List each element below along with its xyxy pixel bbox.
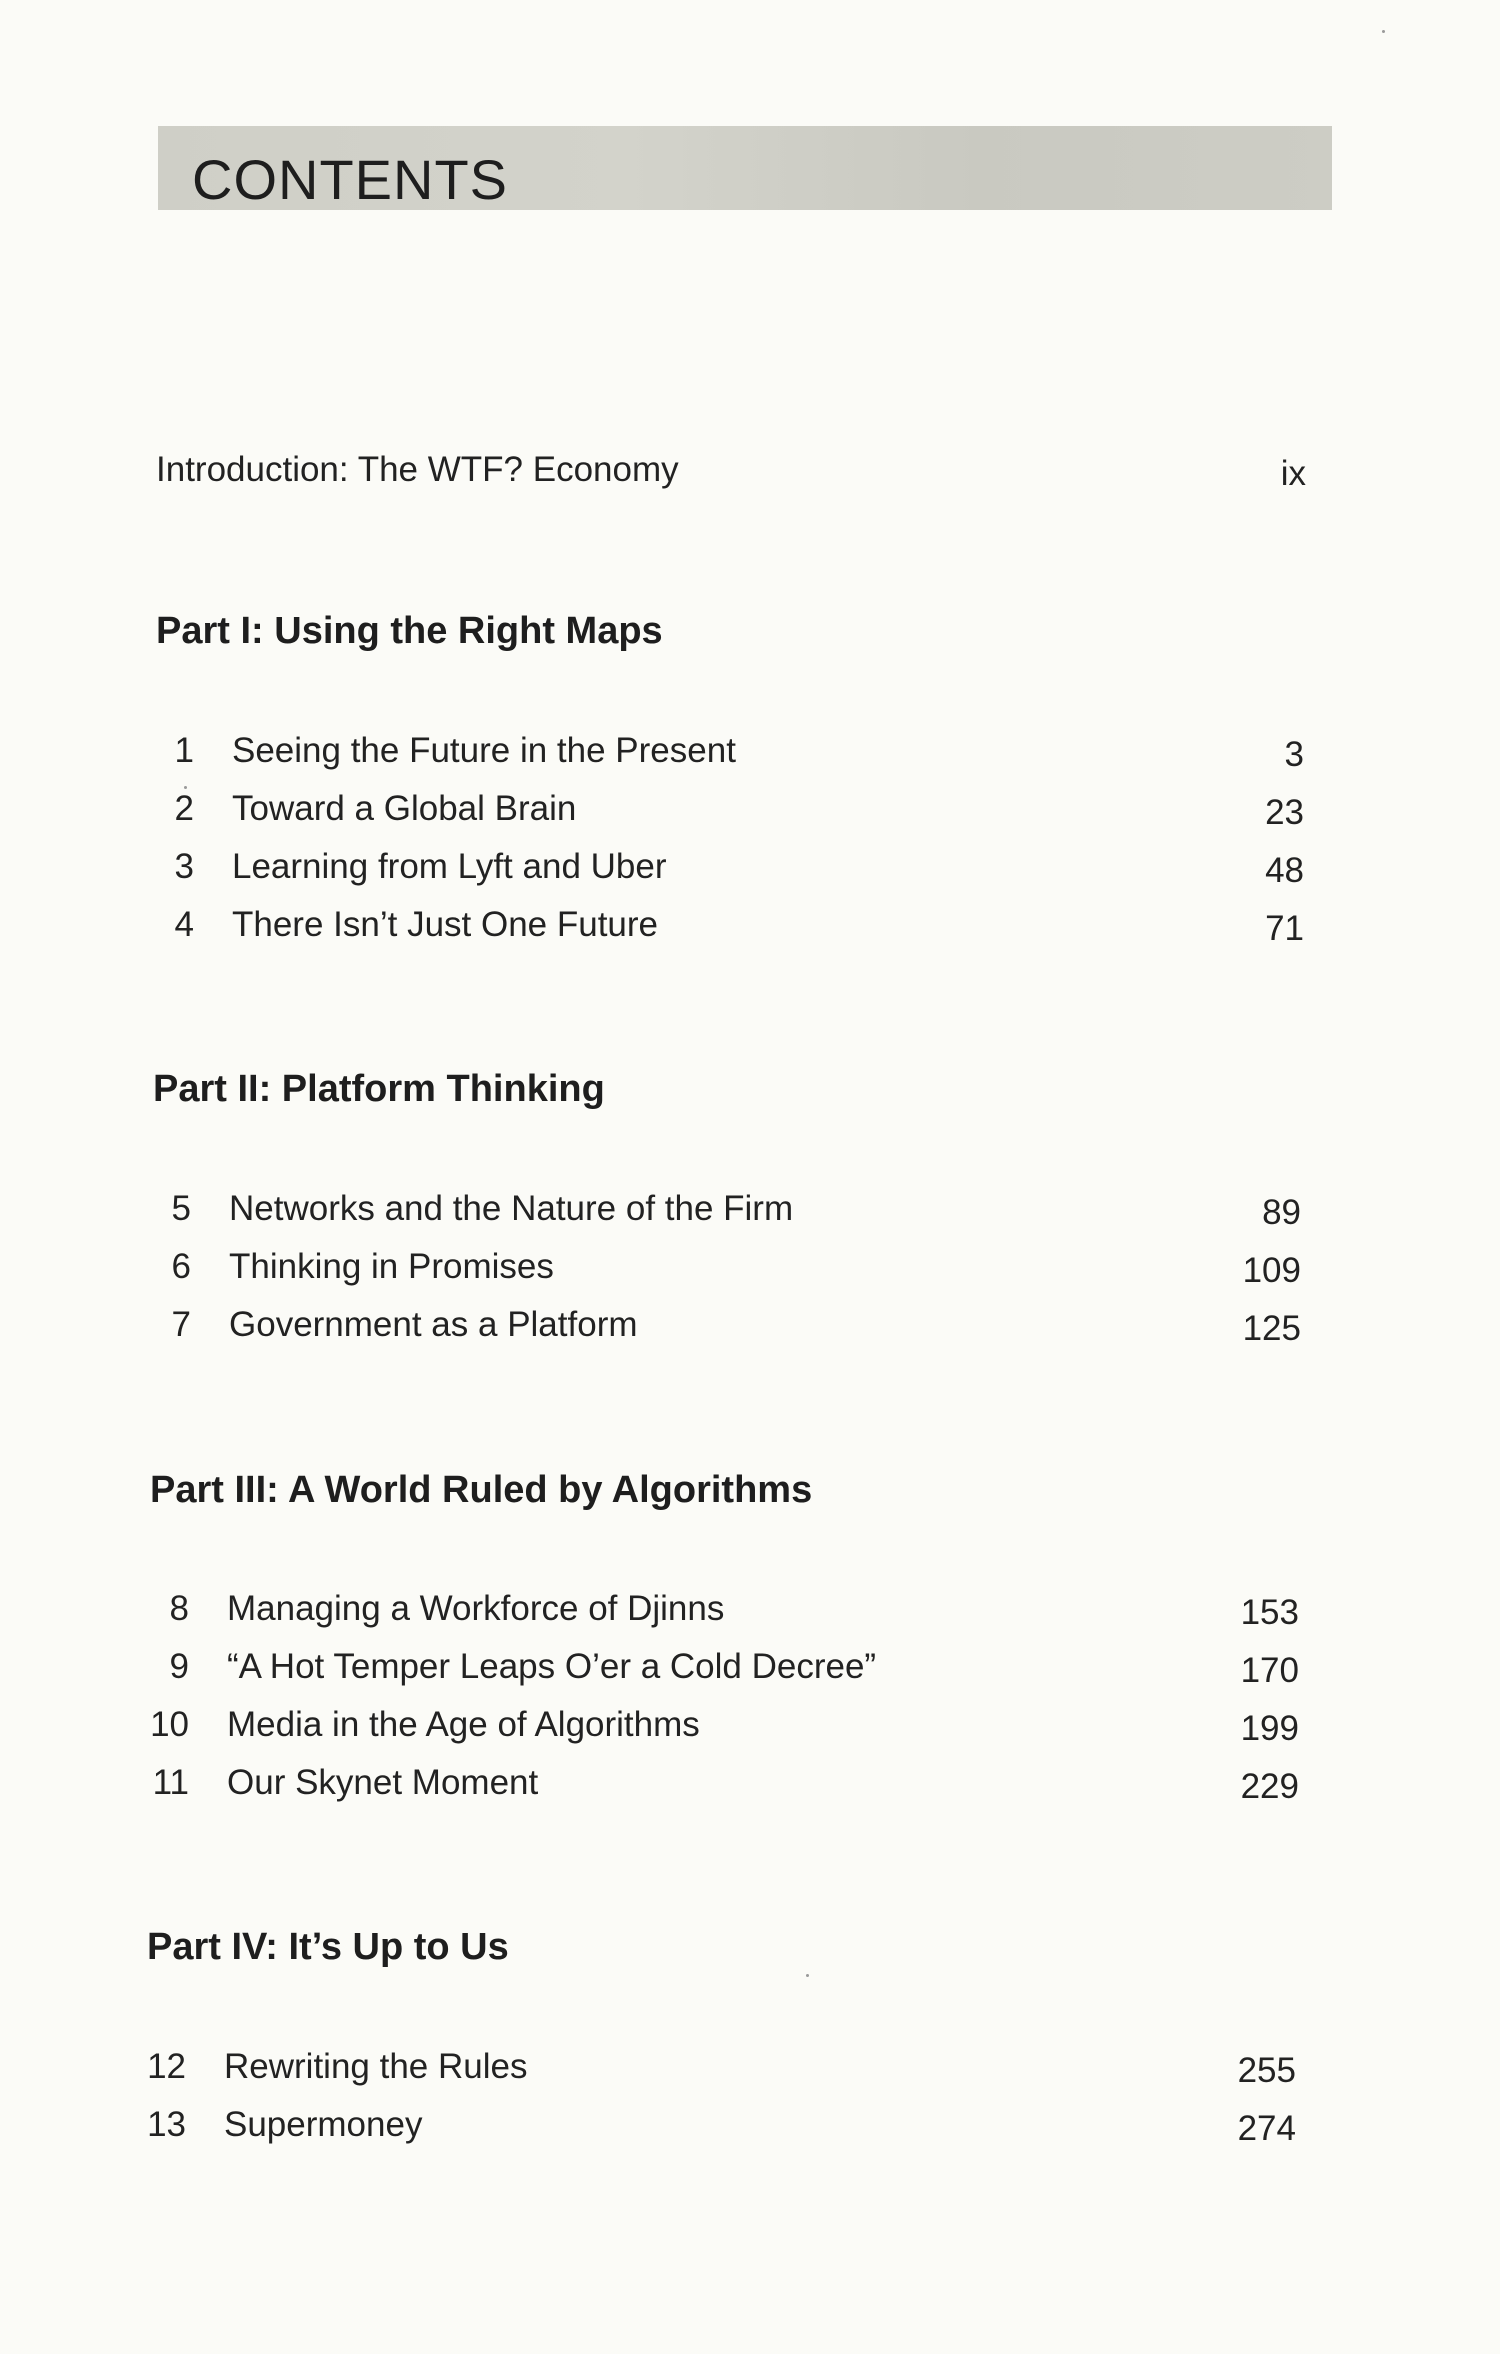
chapter-title: Toward a Global Brain [232, 789, 577, 828]
chapter-page-number: 255 [1237, 2051, 1296, 2090]
toc-entry-chapter-1[interactable] [174, 728, 1304, 778]
toc-entry-chapter-13[interactable] [147, 2102, 1296, 2152]
chapter-page-number: 199 [1240, 1709, 1299, 1748]
contents-title: CONTENTS [192, 148, 508, 211]
chapter-number: 1 [174, 731, 194, 770]
chapter-title: Government as a Platform [229, 1305, 638, 1344]
toc-entry-chapter-2[interactable] [174, 786, 1304, 836]
chapter-number: 6 [171, 1247, 191, 1286]
chapter-page-number: 109 [1242, 1251, 1301, 1290]
toc-entry-chapter-4[interactable] [174, 902, 1304, 952]
chapter-title: Networks and the Nature of the Firm [229, 1189, 794, 1228]
toc-entry-chapter-5[interactable] [171, 1186, 1301, 1236]
chapter-title: There Isn’t Just One Future [232, 905, 659, 944]
chapter-number: 2 [174, 789, 194, 828]
chapter-number: 5 [171, 1189, 191, 1228]
toc-entry-chapter-11[interactable] [152, 1760, 1299, 1810]
toc-entry-chapter-7[interactable] [171, 1302, 1301, 1352]
chapter-number: 3 [174, 847, 194, 886]
chapter-number: 9 [169, 1647, 189, 1686]
contents-title-bar [158, 126, 1332, 210]
toc-entry-chapter-9[interactable] [169, 1644, 1299, 1694]
part-2-heading: Part II: Platform Thinking [153, 1068, 605, 1110]
part-1-heading: Part I: Using the Right Maps [156, 610, 663, 652]
chapter-title: Thinking in Promises [229, 1247, 554, 1286]
toc-entry-chapter-8[interactable] [169, 1586, 1299, 1636]
scan-speck [1382, 30, 1385, 33]
chapter-title: Seeing the Future in the Present [232, 731, 736, 770]
part-4-heading: Part IV: It’s Up to Us [147, 1926, 509, 1968]
chapter-title: Media in the Age of Algorithms [227, 1705, 700, 1744]
chapter-title: Our Skynet Moment [227, 1763, 539, 1802]
chapter-page-number: 48 [1265, 851, 1304, 890]
scan-speck [806, 1974, 809, 1977]
chapter-title: Managing a Workforce of Djinns [227, 1589, 725, 1628]
introduction-entry[interactable] [156, 448, 1306, 498]
chapter-page-number: 170 [1240, 1651, 1299, 1690]
chapter-page-number: 3 [1284, 735, 1304, 774]
chapter-number: 11 [152, 1763, 189, 1802]
introduction-title: Introduction: The WTF? Economy [156, 450, 679, 489]
chapter-number: 4 [174, 905, 194, 944]
toc-entry-chapter-3[interactable] [174, 844, 1304, 894]
chapter-number: 7 [171, 1305, 191, 1344]
chapter-page-number: 274 [1237, 2109, 1296, 2148]
chapter-title: Supermoney [224, 2105, 423, 2144]
chapter-number: 12 [147, 2047, 186, 2086]
part-3-heading: Part III: A World Ruled by Algorithms [150, 1469, 813, 1511]
chapter-page-number: 89 [1262, 1193, 1301, 1232]
chapter-page-number: 71 [1265, 909, 1304, 948]
scan-speck [184, 786, 187, 789]
chapter-title: Rewriting the Rules [224, 2047, 528, 2086]
toc-entry-chapter-6[interactable] [171, 1244, 1301, 1294]
introduction-page-number: ix [1280, 454, 1306, 493]
chapter-page-number: 125 [1242, 1309, 1301, 1348]
toc-entry-chapter-12[interactable] [147, 2044, 1296, 2094]
chapter-title: “A Hot Temper Leaps O’er a Cold Decree” [227, 1647, 877, 1686]
chapter-page-number: 153 [1240, 1593, 1299, 1632]
chapter-number: 10 [150, 1705, 189, 1744]
chapter-number: 8 [169, 1589, 189, 1628]
toc-entry-chapter-10[interactable] [150, 1702, 1299, 1752]
chapter-title: Learning from Lyft and Uber [232, 847, 667, 886]
chapter-page-number: 229 [1240, 1767, 1299, 1806]
chapter-page-number: 23 [1265, 793, 1304, 832]
chapter-number: 13 [147, 2105, 186, 2144]
